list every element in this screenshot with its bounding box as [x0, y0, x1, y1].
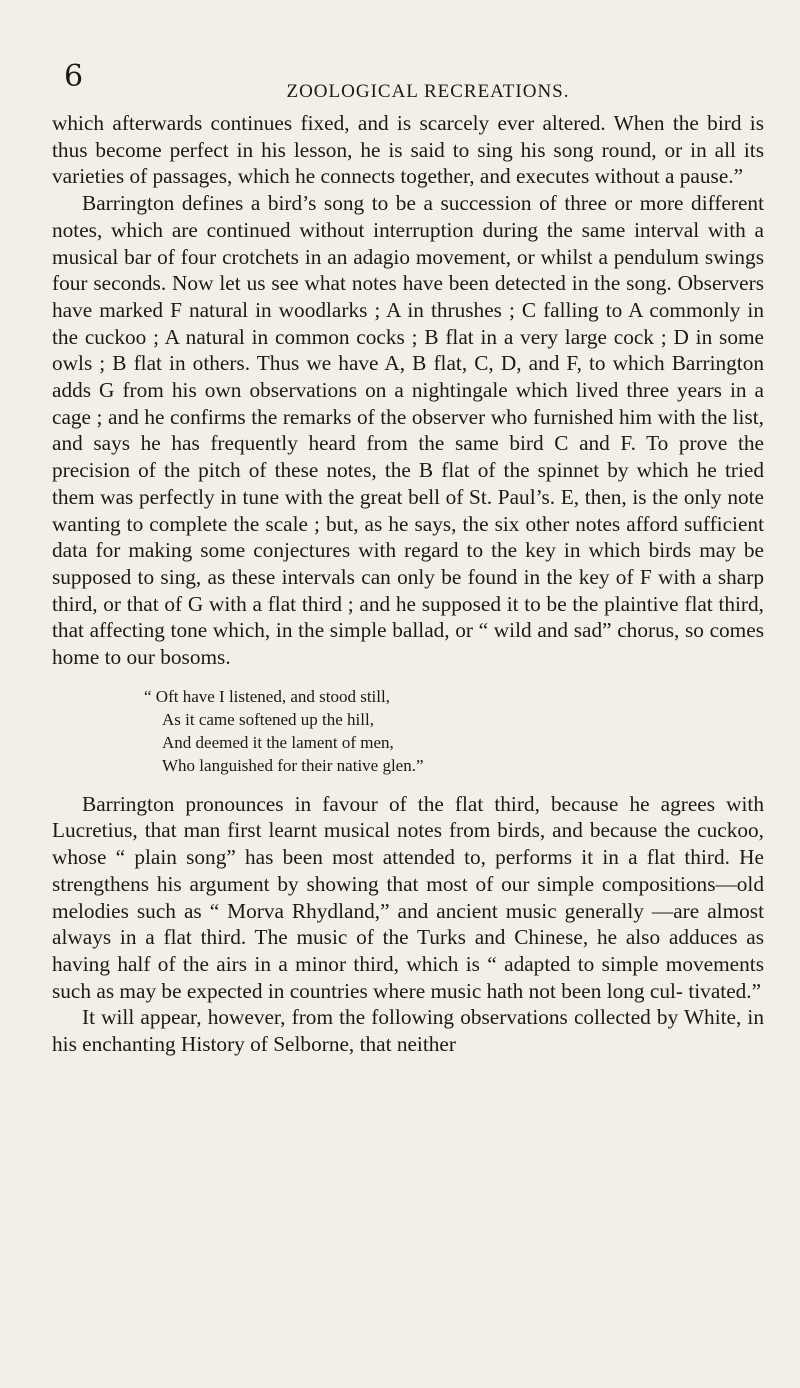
- verse-line: Who languished for their native glen.”: [162, 755, 424, 775]
- paragraph-flat-third: Barrington pronounces in favour of the flat third, because he agrees with Lucretius, that man first learnt musical notes from birds, and because the cuckoo, whose “ plain song” has been most attended to, performs it in a flat third. He strengthens his argument by showing that most of our simple compositions—old melodies such as “ Morva Rhydland,” and ancient music generally —are almost always in a flat third. The music of the Turks and Chinese, he also adduces as having half of the airs in a minor third, which is “ adapted to simple movements such as may be expected in countries where music hath not been long cul- tivated.”: [52, 791, 764, 1003]
- body-text: [52, 110, 764, 1058]
- running-title: ZOOLOGICAL RECREATIONS.: [286, 81, 570, 102]
- page-number: 6: [64, 59, 84, 94]
- verse-line: And deemed it the lament of men,: [162, 732, 394, 752]
- book-page: [52, 59, 764, 1058]
- verse-line: “ Oft have I listened, and stood still,: [144, 686, 390, 706]
- paragraph-continued: which afterwards continues fixed, and is scarcely ever altered. When the bird is thus become perfect in his lesson, he is said to sing his song round, or in all its varieties of passages, which he connects together, and executes without a pause.”: [52, 111, 764, 189]
- paragraph-white-selborne: It will appear, however, from the following observations collected by White, in his enchanting History of Selborne, that neither: [52, 1005, 764, 1057]
- running-head: [52, 59, 764, 110]
- verse-quotation: [144, 685, 764, 777]
- verse-line: As it came softened up the hill,: [162, 709, 374, 729]
- paragraph-barrington-song: Barrington defines a bird’s song to be a succession of three or more different notes, which are continued without interruption during the same interval with a musical bar of four crotchets in an adagio movement, or whilst a pendulum swings four seconds. Now let us see what notes have been detected in the song. Observers have marked F natural in woodlarks ; A in thrushes ; C falling to A commonly in the cuckoo ; A natural in common cocks ; B flat in a very large cock ; D in some owls ; B flat in others. Thus we have A, B flat, C, D, and F, to which Barrington adds G from his own observations on a nightingale which lived three years in a cage ; and he confirms the remarks of the observer who furnished him with the list, and says he has frequently heard from the same bird C and F. To prove the precision of the pitch of these notes, the B flat of the spinnet by which he tried them was perfectly in tune with the great bell of St. Paul’s. E, then, is the only note wanting to complete the scale ; but, as he says, the six other notes afford sufficient data for making some conjectures with regard to the key in which birds may be supposed to sing, as these intervals can only be found in the key of F with a sharp third, or that of G with a flat third ; and he supposed it to be the plaintive flat third, that affecting tone which, in the simple ballad, or “ wild and sad” chorus, so comes home to our bosoms.: [52, 191, 764, 670]
